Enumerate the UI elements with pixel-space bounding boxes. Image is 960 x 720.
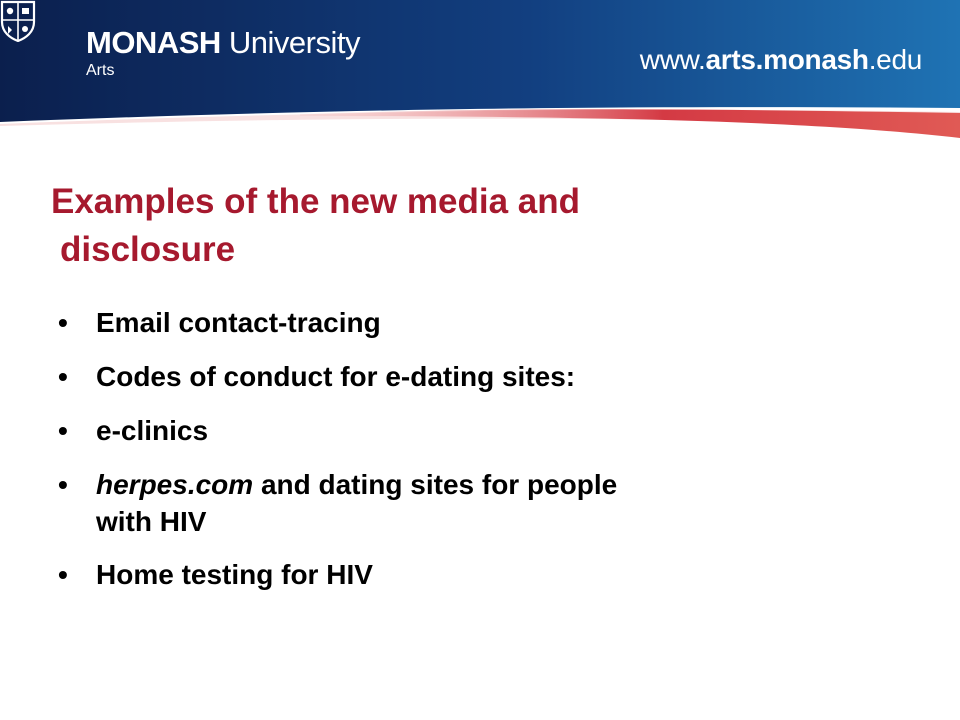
- bullet-marker: •: [58, 415, 68, 446]
- bullet-text: e-clinics: [96, 415, 209, 446]
- monash-logo[interactable]: [86, 26, 360, 80]
- bullet-list: [58, 304, 858, 610]
- bullet-text: and dating sites for people: [253, 469, 618, 500]
- bullet-text: Home testing for HIV: [96, 559, 373, 590]
- logo-university: University: [220, 25, 360, 60]
- bullet-item: [58, 466, 858, 540]
- bullet-marker: •: [58, 361, 68, 392]
- site-url[interactable]: [640, 44, 922, 76]
- bullet-marker: •: [58, 559, 68, 590]
- bullet-marker: •: [58, 307, 68, 338]
- header-banner: [0, 0, 960, 140]
- bullet-text: Email contact-tracing: [96, 307, 381, 338]
- monash-crest-icon: [0, 0, 36, 42]
- bullet-text-continued: with HIV: [96, 506, 207, 537]
- bullet-marker: •: [58, 469, 68, 500]
- slide-title-line-1: Examples of the new media and: [51, 182, 581, 221]
- site-url-domain: arts.monash: [705, 44, 869, 75]
- slide-title-line-2: disclosure: [60, 230, 236, 269]
- bullet-text: Codes of conduct for e-dating sites:: [96, 361, 576, 392]
- slide-title: [51, 178, 851, 274]
- bullet-italic-text: herpes.com: [96, 469, 254, 500]
- logo-faculty: Arts: [86, 62, 115, 79]
- site-url-suffix: .edu: [868, 44, 922, 75]
- bullet-item: [58, 412, 858, 449]
- bullet-item: [58, 556, 858, 593]
- site-url-prefix: www.: [639, 44, 706, 75]
- bullet-item: [58, 304, 858, 341]
- logo-monash: MONASH: [86, 25, 221, 60]
- bullet-item: [58, 358, 858, 395]
